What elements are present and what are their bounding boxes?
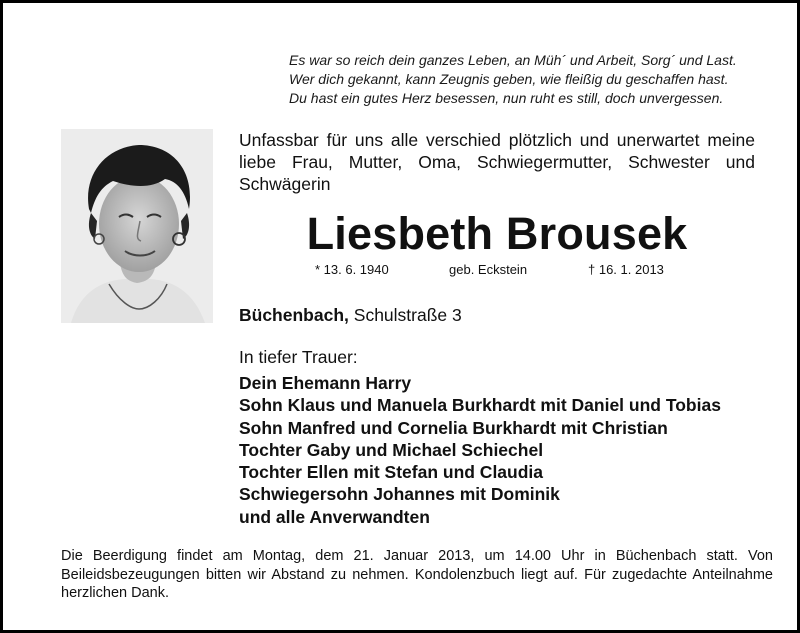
- address-street: Schulstraße 3: [353, 305, 462, 325]
- death-date: † 16. 1. 2013: [588, 262, 664, 277]
- mourner-line: Dein Ehemann Harry: [239, 373, 412, 393]
- mourner-line: und alle Anverwandten: [239, 506, 430, 527]
- portrait-photo: [61, 129, 213, 323]
- maiden-name: geb. Eckstein: [449, 262, 528, 277]
- portrait-image: [61, 129, 213, 323]
- poem-line: Wer dich gekannt, kann Zeugnis geben, wie fleißig du geschaffen hast.: [289, 71, 729, 87]
- mourner-line: Tochter Ellen mit Stefan und Claudia: [239, 462, 544, 483]
- birth-date: * 13. 6. 1940: [315, 262, 389, 277]
- mourners-list: [239, 372, 721, 528]
- poem-line: Du hast ein gutes Herz besessen, nun ruht es still, doch unvergessen.: [289, 90, 724, 106]
- poem-line: Es war so reich dein ganzes Leben, an Müh´ und Arbeit, Sorg´ und Last.: [289, 52, 737, 68]
- address: [239, 304, 462, 326]
- mourner-line: Sohn Klaus und Manuela Burkhardt mit Daniel und Tobias: [239, 395, 721, 416]
- mourning-heading: In tiefer Trauer:: [239, 347, 358, 367]
- deceased-name: Liesbeth Brousek: [306, 208, 688, 259]
- funeral-info: Die Beerdigung findet am Montag, dem 21. Januar 2013, um 14.00 Uhr in Büchenbach statt. Von Beileidsbezeugungen bitten wir Abstand zu nehmen. Kondolenzbuch liegt auf. Für zugedachte Anteilnahme herzlichen Dank.: [61, 548, 773, 601]
- mourner-line: Sohn Manfred und Cornelia Burkhardt mit Christian: [239, 417, 668, 438]
- mourner-line: Schwiegersohn Johannes mit Dominik: [239, 484, 560, 505]
- memorial-poem: [289, 51, 769, 108]
- mourner-line: Tochter Gaby und Michael Schiechel: [239, 439, 544, 460]
- address-town: Büchenbach,: [239, 305, 349, 325]
- intro-text: Unfassbar für uns alle verschied plötzlich und unerwartet meine liebe Frau, Mutter, Oma, Schwiegermutter, Schwester und Schwägerin: [239, 130, 755, 194]
